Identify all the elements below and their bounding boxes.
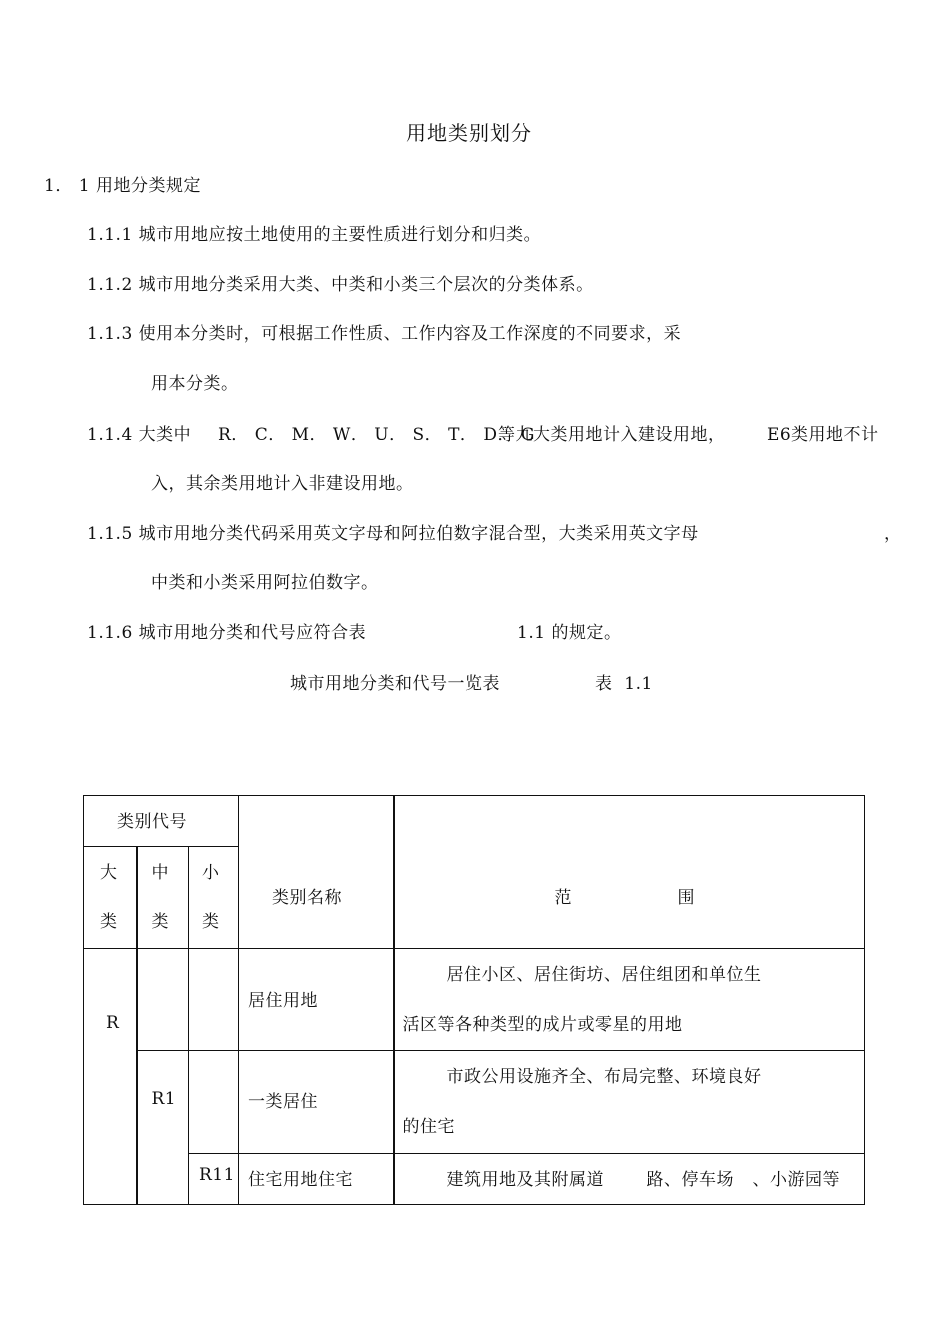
header-code-group — [84, 796, 239, 847]
section-heading: 1． 1 用地分类规定 — [44, 176, 201, 196]
row2-minor — [189, 1051, 239, 1154]
header-name — [239, 796, 394, 949]
table-number: 表 1.1 — [595, 674, 653, 694]
land-use-table — [83, 795, 865, 1205]
header-major-char2: 类 — [100, 912, 118, 932]
header-name-label: 类别名称 — [272, 887, 343, 908]
clause-1-1-4-line2: 入，其余类用地计入非建设用地。 — [151, 474, 414, 494]
clause-1-1-2: 1.1.2 城市用地分类采用大类、中类和小类三个层次的分类体系。 — [87, 275, 594, 295]
header-minor-char1: 小 — [202, 863, 220, 883]
clause-1-1-4-codes: R． C． M． W． U． S． T． D． G — [218, 425, 535, 445]
row2-name-text: 一类居住 — [248, 1092, 319, 1112]
row1-scope-line1: 居住小区、居住街坊、居住组团和单位生 — [446, 965, 762, 985]
clause-1-1-5-line2: 中类和小类采用阿拉伯数字。 — [151, 573, 379, 593]
major-code: R — [106, 1013, 120, 1033]
row2-name — [239, 1051, 394, 1154]
row1-name — [239, 949, 394, 1051]
row3-scope-part3: 、小游园等 — [752, 1170, 841, 1190]
header-mid-char2: 类 — [151, 912, 169, 932]
page-title: 用地类别划分 — [406, 121, 532, 145]
row-major-r — [84, 949, 137, 1205]
row2-scope — [394, 1051, 865, 1154]
header-scope-char1: 范 — [554, 887, 573, 908]
row1-name-text: 居住用地 — [248, 991, 319, 1011]
row1-minor — [189, 949, 239, 1051]
row3-name-text: 住宅用地住宅 — [248, 1170, 354, 1190]
header-major-char1: 大 — [100, 863, 118, 883]
table-caption: 城市用地分类和代号一览表 — [290, 674, 500, 694]
row3-scope — [394, 1154, 865, 1205]
header-code-group-label: 类别代号 — [117, 812, 187, 832]
header-scope-char2: 围 — [677, 887, 696, 908]
row3-minor — [189, 1154, 239, 1205]
row-mid-r1 — [137, 1051, 189, 1205]
row2-scope-line1: 市政公用设施齐全、布局完整、环境良好 — [446, 1067, 762, 1087]
mid-code-r1: R1 — [151, 1088, 177, 1109]
row1-mid — [137, 949, 189, 1051]
clause-1-1-3-line2: 用本分类。 — [151, 374, 239, 394]
clause-1-1-4-part2: 等九大类用地计入建设用地， — [498, 425, 726, 445]
header-minor — [189, 847, 239, 949]
clause-1-1-4-part3: E6 — [767, 425, 792, 445]
clause-1-1-3-line1: 1.1.3 使用本分类时，可根据工作性质、工作内容及工作深度的不同要求，采 — [87, 324, 682, 344]
clause-1-1-6-part2: 1.1 的规定。 — [517, 623, 622, 643]
clause-1-1-1: 1.1.1 城市用地应按土地使用的主要性质进行划分和归类。 — [87, 225, 542, 245]
clause-1-1-5-trailing-char: ， — [884, 524, 902, 544]
minor-code-r11: R11 — [199, 1165, 235, 1185]
row1-scope — [394, 949, 865, 1051]
header-major — [84, 847, 137, 949]
header-minor-char2: 类 — [202, 912, 220, 932]
clause-1-1-4-part1: 1.1.4 大类中 — [87, 425, 192, 445]
row2-scope-line2: 的住宅 — [402, 1117, 456, 1137]
row1-scope-line2: 活区等各种类型的成片或零星的用地 — [402, 1015, 683, 1035]
clause-1-1-5-line1: 1.1.5 城市用地分类代码采用英文字母和阿拉伯数字混合型，大类采用英文字母 — [87, 524, 699, 544]
header-mid — [137, 847, 189, 949]
row3-scope-part1: 建筑用地及其附属道 — [446, 1170, 605, 1190]
row3-name — [239, 1154, 394, 1205]
clause-1-1-4-part4: 类用地不计 — [791, 425, 879, 445]
header-mid-char1: 中 — [151, 863, 169, 883]
clause-1-1-6-part1: 1.1.6 城市用地分类和代号应符合表 — [87, 623, 367, 643]
row3-scope-part2: 路、停车场 — [646, 1170, 735, 1190]
header-scope — [394, 796, 865, 949]
